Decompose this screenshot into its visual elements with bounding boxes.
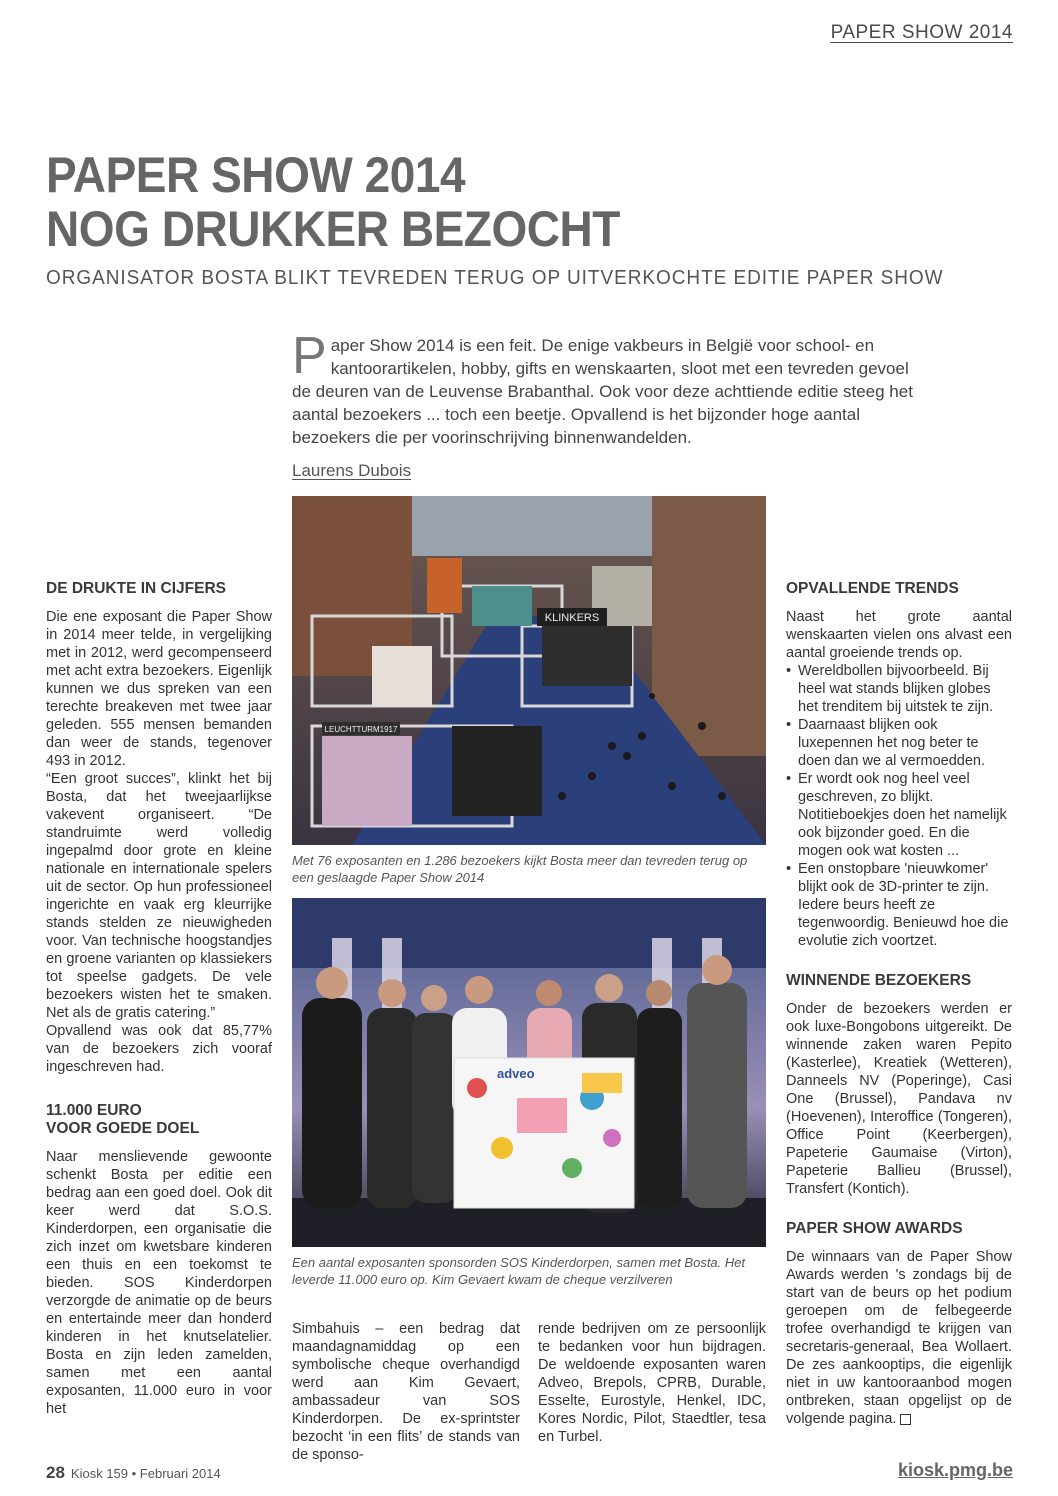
middle-column-a [292, 1320, 520, 1464]
author-byline[interactable]: Laurens Dubois [292, 461, 412, 480]
lead-text: aper Show 2014 is een feit. De enige vakbeurs in België voor school- en kantoorartikelen, hobby, gifts en wenskaarten, sloot met een tevreden gevoel de deuren van de Leuvense Brabanthal. Ook voor deze achttiende editie steeg het aantal bezoekers ... toch een beetje. Opvallend is het bijzonder hoge aantal bezoekers die per voorinschrijving binnenwandelden. [292, 336, 913, 447]
goede-doel-title-line-2: VOOR GOEDE DOEL [46, 1120, 200, 1137]
subheadline: ORGANISATOR BOSTA BLIKT TEVREDEN TERUG OP UITVERKOCHTE EDITIE PAPER SHOW [46, 267, 944, 289]
trends-intro: Naast het grote aantal wenskaarten vielen ons alvast een aantal groeiende trends op. [786, 609, 1012, 661]
cijfers-paragraph-1: Die ene exposant die Paper Show in 2014 meer telde, in vergelijking met in 2012, werd gecompenseerd met acht extra bezoekers. Eigenlijk kunnen we dus spreken van een terechte breakeven met twee jaar geleden. 555 mensen bemanden dan weer de stands, tegenover 493 in 2012. [46, 609, 272, 769]
trends-list [786, 662, 1012, 950]
section-title-cijfers: DE DRUKTE IN CIJFERS [46, 580, 226, 597]
photo1-caption: Met 76 exposanten en 1.286 bezoekers kijkt Bosta meer dan tevreden terug op een geslaagde Paper Show 2014 [292, 853, 748, 885]
goede-doel-paragraph-1: Naar menslievende gewoonte schenkt Bosta per editie een bedrag aan een goed doel. Ook dit keer werd dat S.O.S. Kinderdorpen, een organisatie die zich inzet om kwetsbare kinderen een thuis en een toekomst te bieden. SOS Kinderdorpen verzorgde de animatie op de beurs en entertainde meer dan honderd kinderen in het knutselatelier. Bosta en zijn leden zamelden, samen met een aantal exposanten, 11.000 euro in voor het [46, 1149, 272, 1417]
headline [46, 148, 620, 256]
sign-leuchtturm: LEUCHTTURM1917 [324, 725, 398, 734]
middle-column-a-text: Simbahuis – een bedrag dat maandagnamiddag op een symbolische cheque overhandigd werd aan Kim Gevaert, ambassadeur van SOS Kinderdorpen. De ex-sprintster bezocht ‘in een flits’ de stands van de sponso- [292, 1321, 520, 1463]
list-item: • Een onstopbare 'nieuwkomer' blijkt ook de 3D-printer te zijn. Iedere beurs heeft ze tegenwoordig. Benieuwd hoe die evolutie zich voortzet. [786, 860, 1012, 950]
group-cheque-image [292, 898, 766, 1247]
awards-text-wrap [786, 1248, 1012, 1428]
list-item: • Er wordt ook nog heel veel geschreven, zo blijkt. Notitieboekjes doen het namelijk ook bijzonder goed. En die mogen ook wat kosten ... [786, 770, 1012, 860]
footer-site-link[interactable]: kiosk.pmg.be [897, 1460, 1013, 1480]
end-mark-icon [900, 1414, 911, 1425]
exhibition-hall-image [292, 496, 766, 845]
headline-line-1: PAPER SHOW 2014 [46, 147, 466, 203]
list-item: • Wereldbollen bijvoorbeeld. Bij heel wat stands blijken globes het trenditem bij uitstek te zijn. [786, 662, 1012, 716]
list-item: • Daarnaast blijken ook luxepennen het nog beter te doen dan we al vermoedden. [786, 716, 1012, 770]
board-logo: adveo [497, 1066, 535, 1081]
middle-column-b [538, 1320, 766, 1446]
cijfers-paragraph-3: Opvallend was ook dat 85,77% van de bezoekers zich vooraf ingeschreven had. [46, 1023, 272, 1075]
page-number: 28 [46, 1463, 65, 1482]
photo2-caption: Een aantal exposanten sponsorden SOS Kinderdorpen, samen met Bosta. Het leverde 11.000 euro op. Kim Gevaert kwam de cheque verzilveren [292, 1255, 746, 1287]
lead-paragraph [292, 327, 922, 449]
section-title-goede-doel [46, 1102, 272, 1138]
winners-text: Onder de bezoekers werden er ook luxe-Bongobons uitgereikt. De winnende zaken waren Pepito (Kasterlee), Kreatiek (Wetteren), Danneels NV (Poperinge), Casi One (Brussel), Pandava nv (Hoevenen), Interoffice (Tongeren), Office Point (Keerbergen), Papeterie Gaumaise (Virton), Papeterie Ballieu (Brussel), Transfert (Kontich). [786, 1001, 1012, 1197]
goede-doel-title-line-1: 11.000 EURO [46, 1102, 142, 1119]
section-tag: PAPER SHOW 2014 [830, 22, 1013, 43]
awards-text: De winnaars van de Paper Show Awards werden 's zondags bij de start van de beurs op het podium geroepen om de felbegeerde trofee overhandigd te krijgen van secretaris-generaal, Bea Wollaert. De zes aankooptips, die eigenlijk niet in uw kantooraanbod mogen ontbreken, staan opgelijst op de volgende pagina. [786, 1249, 1012, 1427]
right-column [786, 580, 1012, 1428]
photo-exhibition-hall [292, 496, 766, 845]
issue-info: Kiosk 159 • Februari 2014 [70, 1466, 221, 1481]
cijfers-paragraph-2: “Een groot succes”, klinkt het bij Bosta, dat het tweejaarlijkse vakevent organiseert. “De standruimte werd volledig ingepalmd door grote en kleine nationale en internationale spelers uit de sector. Op hun professioneel ingerichte en vaak erg kleurrijke stands stelden ze nieuwigheden voor. Van technische hoogstandjes en groene varianten op klassiekers tot speelse gadgets. De vele bezoekers wisten het te smaken. Net als de gratis catering.” [46, 771, 272, 1021]
section-title-trends: OPVALLENDE TRENDS [786, 580, 959, 597]
middle-column-b-text: rende bedrijven om ze persoonlijk te bedanken voor hun bijdragen. De weldoende exposanten waren Adveo, Brepols, CPRB, Durable, Esselte, Eurostyle, Henkel, IDC, Kores Nordic, Pilot, Staedtler, tesa en Turbel. [538, 1321, 766, 1445]
footer-left [46, 1463, 221, 1483]
section-title-awards: PAPER SHOW AWARDS [786, 1220, 963, 1237]
headline-line-2: NOG DRUKKER BEZOCHT [46, 201, 620, 257]
section-title-winners: WINNENDE BEZOEKERS [786, 972, 972, 989]
left-column [46, 580, 272, 1418]
photo-group-cheque [292, 898, 766, 1247]
drop-cap: P [292, 327, 327, 385]
sign-klinkers: KLINKERS [544, 612, 600, 624]
